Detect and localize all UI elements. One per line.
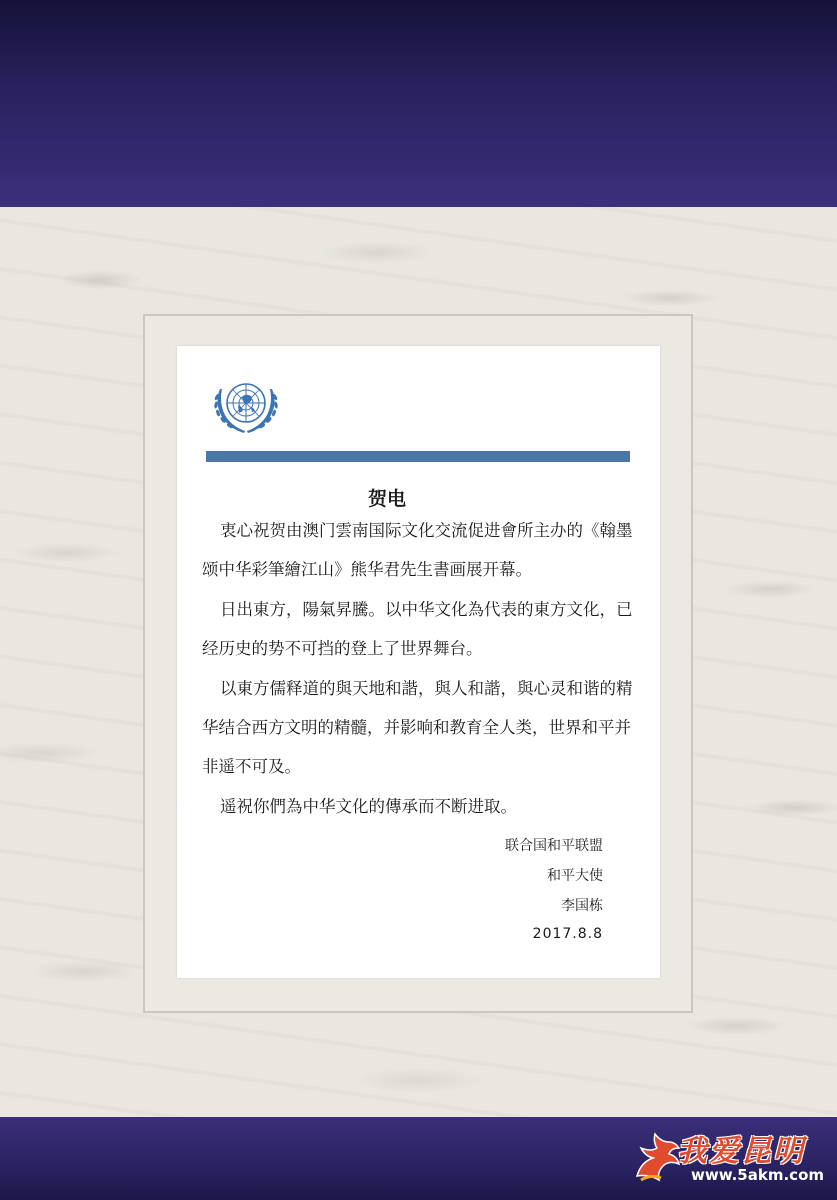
letter-paragraph: 日出東方，陽氣昇騰。以中华文化為代表的東方文化，已经历史的势不可挡的登上了世界舞台。 <box>202 600 633 658</box>
signature-organization: 联合国和平联盟 <box>505 838 603 854</box>
signature-title: 和平大使 <box>547 868 603 884</box>
top-purple-band <box>0 0 837 207</box>
letterhead-rule <box>206 451 630 462</box>
letter-paragraph: 遥祝你們為中华文化的傳承而不断进取。 <box>220 797 517 816</box>
united-nations-emblem-icon <box>206 371 286 441</box>
letter-paragraph: 衷心祝贺由澳门雲南国际文化交流促进會所主办的《翰墨颂中华彩筆繪江山》熊华君先生書画展开幕。 <box>202 521 633 579</box>
letter-title: 贺电 <box>367 488 406 510</box>
signature-date: 2017.8.8 <box>532 926 603 942</box>
watermark-logo-text: 我爱昆明 <box>677 1134 805 1169</box>
signature-name: 李国栋 <box>561 898 603 914</box>
letter-body <box>202 511 634 827</box>
watermark-url: www.5akm.com <box>691 1166 825 1184</box>
site-watermark <box>629 1122 829 1194</box>
letter-paragraph: 以東方儒释道的與天地和諧，與人和諧，與心灵和谐的精华结合西方文明的精髓，并影响和教育全人类，世界和平并非遥不可及。 <box>202 679 633 776</box>
